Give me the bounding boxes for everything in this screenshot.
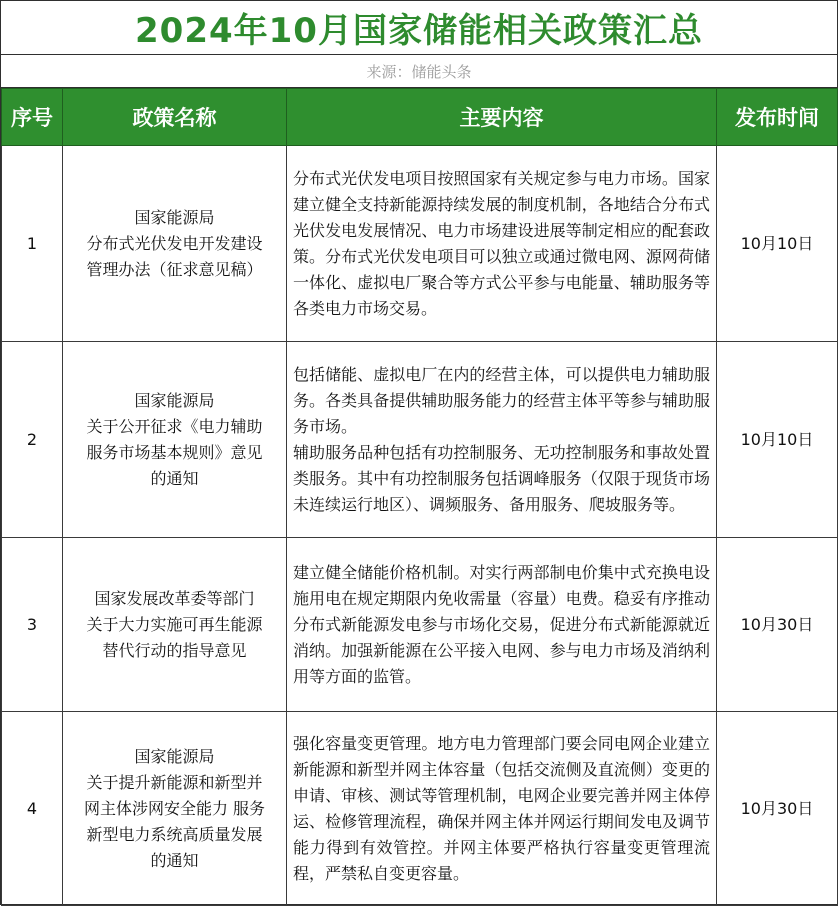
main-content: 建立健全储能价格机制。对实行两部制电价集中式充换电设施用电在规定期限内免收需量（容量）电费。稳妥有序推动分布式新能源发电参与市场化交易，促进分布式新能源就近消纳。加强新能源在公平接入电网、参与电力市场及消纳利用等方面的监管。 [287,538,717,712]
table-row [2,342,838,538]
row-index: 4 [2,712,63,906]
policy-name-line: 关于大力实施可再生能源 [86,614,263,634]
header-policy-name: 政策名称 [63,89,287,146]
header-release-date: 发布时间 [717,89,838,146]
policy-name-line: 新型电力系统高质量发展 [86,824,263,844]
source-line: 来源：储能头条 [1,55,837,88]
policy-name [63,342,287,538]
policy-name-line: 管理办法（征求意见稿） [86,259,263,279]
policy-name [63,538,287,712]
main-content: 分布式光伏发电项目按照国家有关规定参与电力市场。国家建立健全支持新能源持续发展的制度机制，各地结合分布式光伏发电发展情况、电力市场建设进展等制定相应的配套政策。分布式光伏发电项目可以独立或通过微电网、源网荷储一体化、虚拟电厂聚合等方式公平参与电能量、辅助服务等各类电力市场交易。 [287,146,717,342]
table-row [2,712,838,906]
policy-name-line: 网主体涉网安全能力 服务 [83,798,266,818]
release-date: 10月10日 [717,342,838,538]
release-date: 10月30日 [717,538,838,712]
header-main-content: 主要内容 [287,89,717,146]
row-index: 2 [2,342,63,538]
page-title: 2024年10月国家储能相关政策汇总 [1,1,837,55]
policy-name-line: 的通知 [150,850,199,870]
policy-name-line: 分布式光伏发电开发建设 [86,233,263,253]
release-date: 10月30日 [717,712,838,906]
policy-name-line: 服务市场基本规则》意见 [86,442,263,462]
policy-name-line: 替代行动的指导意见 [102,640,247,660]
policy-name-line: 国家发展改革委等部门 [94,588,255,608]
policy-name-line: 关于公开征求《电力辅助 [86,416,263,436]
policy-table [1,88,838,906]
policy-name-line: 的通知 [150,468,199,488]
table-row [2,146,838,342]
main-content: 强化容量变更管理。地方电力管理部门要会同电网企业建立新能源和新型并网主体容量（包括交流侧及直流侧）变更的申请、审核、测试等管理机制，电网企业要完善并网主体停运、检修管理流程，确保并网主体并网运行期间发电及调节能力得到有效管控。并网主体要严格执行容量变更管理流程，严禁私自变更容量。 [287,712,717,906]
policy-name-line: 国家能源局 [134,390,215,410]
policy-name [63,146,287,342]
policy-name [63,712,287,906]
row-index: 1 [2,146,63,342]
policy-name-line: 国家能源局 [134,746,215,766]
policy-name-line: 国家能源局 [134,207,215,227]
header-index: 序号 [2,89,63,146]
policy-name-line: 关于提升新能源和新型并 [86,772,263,792]
row-index: 3 [2,538,63,712]
table-header-row [2,89,838,146]
table-row [2,538,838,712]
main-content: 包括储能、虚拟电厂在内的经营主体，可以提供电力辅助服务。各类具备提供辅助服务能力的经营主体平等参与辅助服务市场。 辅助服务品种包括有功控制服务、无功控制服务和事故处置类服务。其中有功控制服务包括调峰服务（仅限于现货市场未连续运行地区）、调频服务、备用服务、爬坡服务等。 [287,342,717,538]
release-date: 10月10日 [717,146,838,342]
